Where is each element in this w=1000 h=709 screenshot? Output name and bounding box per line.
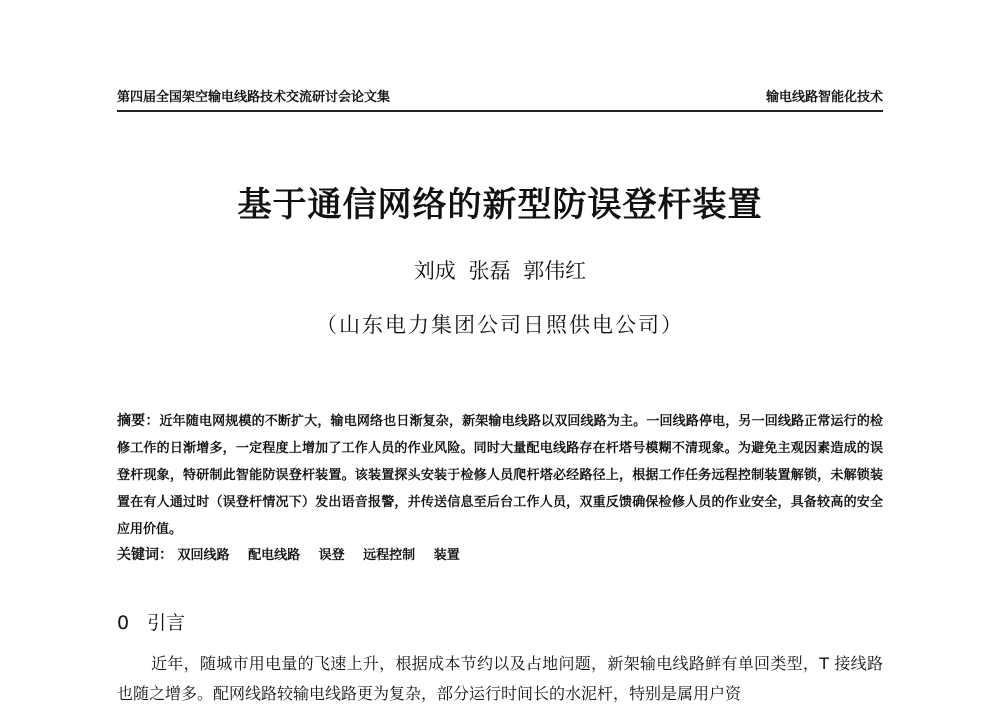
keyword: 装置 [433,548,460,563]
section-number: 0 [117,612,130,634]
section-heading [117,610,185,636]
paper-title: 基于通信网络的新型防误登杆装置 [237,185,763,225]
author-list [0,256,1000,286]
author-name: 张磊 [468,259,511,283]
keywords-label: 关键词： [117,547,173,563]
abstract [117,408,883,543]
author-name: 刘成 [413,259,456,283]
keyword: 双回线路 [177,548,230,563]
keyword: 远程控制 [363,548,416,563]
author-affiliation: （山东电力集团公司日照供电公司） [316,313,684,337]
keyword: 配电线路 [248,548,301,563]
proceedings-title: 第四届全国架空输电线路技术交流研讨会论文集 [117,90,391,105]
body-paragraph: 近年，随城市用电量的飞速上升，根据成本节约以及占地问题，新架输电线路鲜有单回类型，T 接线路也随之增多。配网线路较输电线路更为复杂，部分运行时间长的水泥杆，特别是属用户资 [117,654,883,703]
author-name: 郭伟红 [523,259,587,283]
keywords [117,543,883,568]
running-header [117,88,883,112]
section-category: 输电线路智能化技术 [765,90,883,105]
abstract-text: 近年随电网规模的不断扩大，输电网络也日渐复杂，新架输电线路以双回线路为主。一回线路停电，另一回线路正常运行的检修工作的日渐增多，一定程度上增加了工作人员的作业风险。同时大量配电线路存在杆塔号模糊不清现象。为避免主观因素造成的误登杆现象，特研制此智能防误登杆装置。该装置探头安装于检修人员爬杆塔必经路径上，根据工作任务远程控制装置解锁，未解锁装置在有人通过时（误登杆情况下）发出语音报警，并传送信息至后台工作人员，双重反馈确保检修人员的作业安全，具备较高的安全应用价值。 [117,414,883,537]
section-title: 引言 [147,612,186,634]
keyword: 误登 [318,548,345,563]
abstract-label: 摘要： [117,413,160,429]
